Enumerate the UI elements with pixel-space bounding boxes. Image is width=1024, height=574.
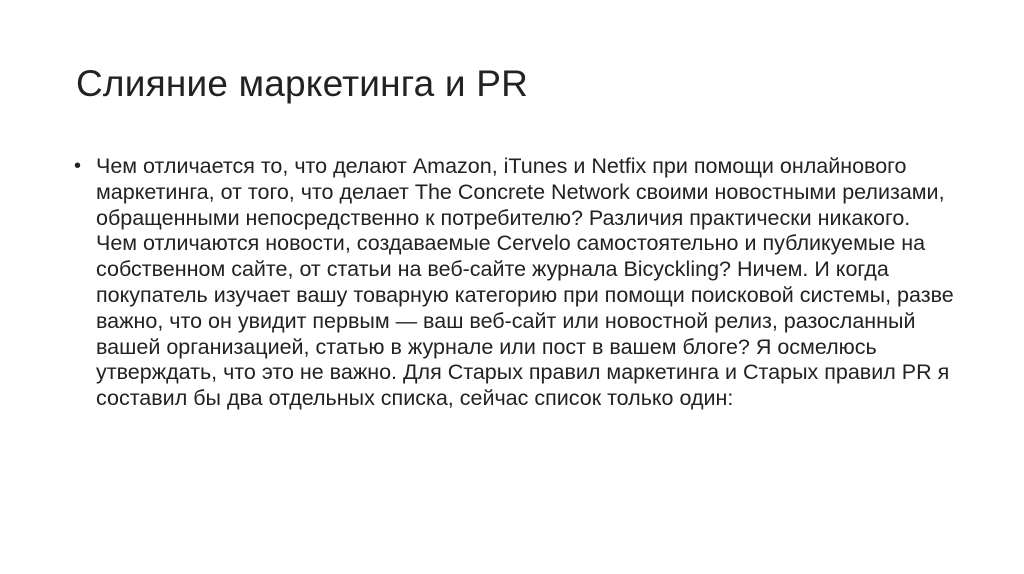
- bullet-list: [72, 154, 952, 412]
- bullet-item: [72, 154, 952, 412]
- slide-title: Слияние маркетинга и PR: [76, 63, 529, 104]
- bullet-text: Чем отличается то, что делают Amazon, iTunes и Netfix при помощи онлайнового маркетинга, от того, что делает The Concrete Network своими новостными релизами, обращенными непосредственно к потребителю? Различия практически никакого. Чем отличаются новости, создаваемые Cervelo самостоятельно и публикуемые на собственном сайте, от статьи на веб-сайте журнала Bicyckling? Ничем. И когда покупатель изучает вашу товарную категорию при помощи поисковой системы, разве важно, что он увидит первым — ваш веб-сайт или новостной релиз, разосланный вашей организацией, статью в журнале или пост в вашем блоге? Я осмелюсь утверждать, что это не важно. Для Старых правил маркетинга и Старых правил PR я составил бы два отдельных списка, сейчас список только один:: [96, 154, 954, 411]
- bullet-icon: •: [74, 155, 82, 177]
